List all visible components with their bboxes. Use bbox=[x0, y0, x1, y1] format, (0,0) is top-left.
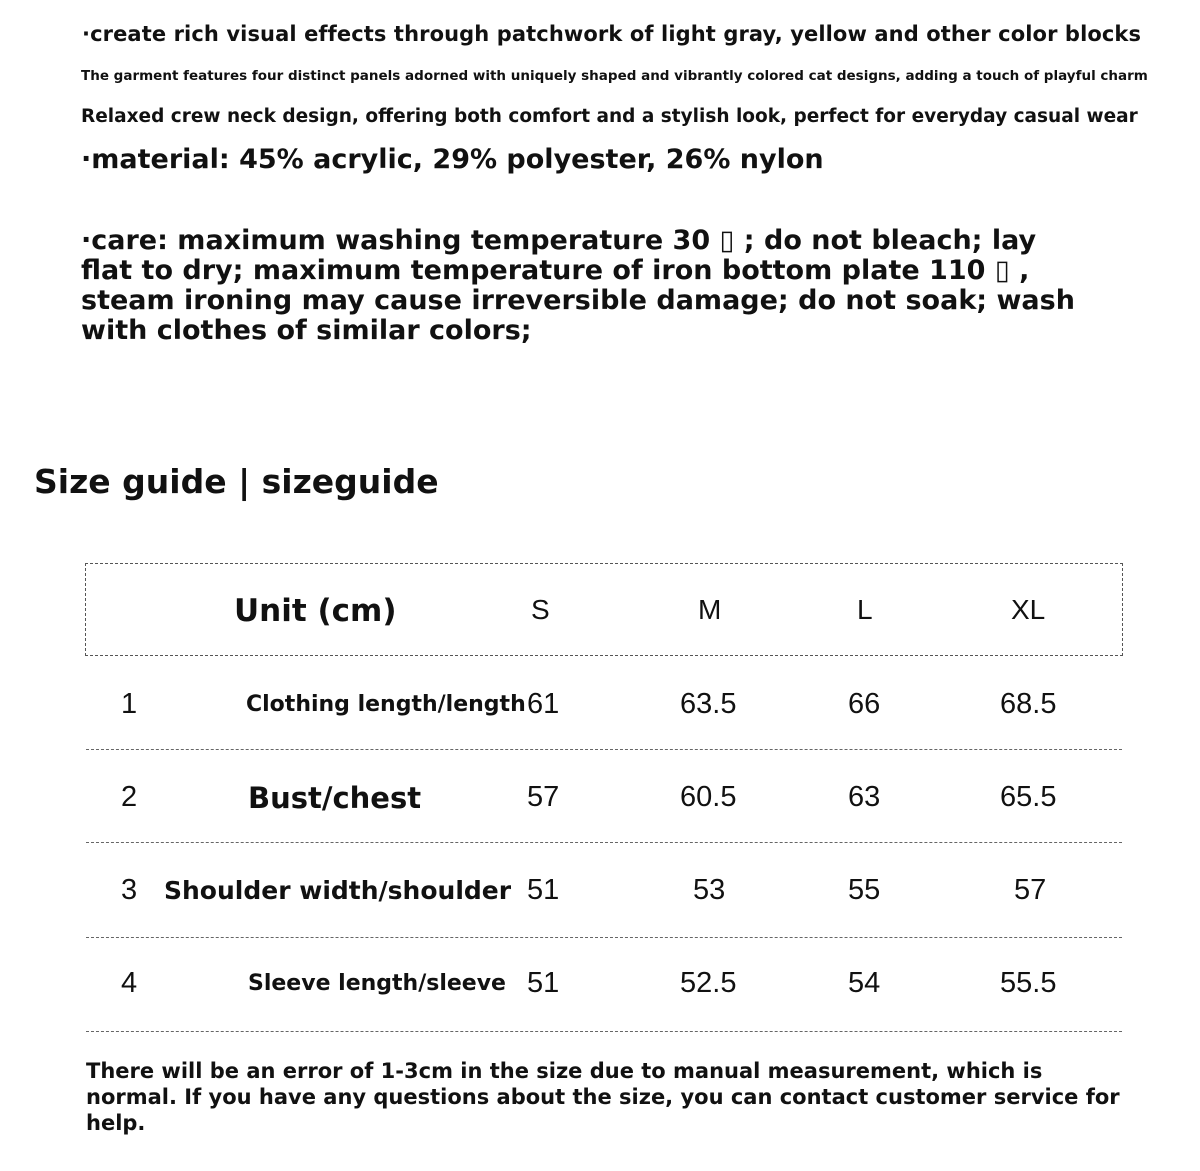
value-l: 54 bbox=[848, 967, 881, 999]
unit-header: Unit (cm) bbox=[234, 593, 397, 629]
feature-colorblock: ·create rich visual effects through patchwork of light gray, yellow and other color blocks bbox=[82, 22, 1142, 46]
feature-cat-panels: The garment features four distinct panels adorned with uniquely shaped and vibrantly colored cat designs, adding a touch of playful charm bbox=[81, 68, 1148, 84]
row-divider bbox=[86, 1031, 1122, 1032]
row-index: 3 bbox=[121, 874, 138, 906]
table-row bbox=[0, 781, 1200, 841]
value-xl: 68.5 bbox=[1000, 688, 1057, 720]
value-l: 63 bbox=[848, 781, 881, 813]
table-row bbox=[0, 688, 1200, 748]
table-row bbox=[0, 967, 1200, 1027]
size-header-m: M bbox=[698, 594, 722, 625]
value-l: 55 bbox=[848, 874, 881, 906]
value-m: 53 bbox=[693, 874, 726, 906]
row-label: Clothing length/length bbox=[246, 692, 526, 717]
value-m: 63.5 bbox=[680, 688, 737, 720]
size-header-xl: XL bbox=[1011, 594, 1046, 625]
row-index: 1 bbox=[121, 688, 138, 720]
table-row bbox=[0, 874, 1200, 934]
value-xl: 65.5 bbox=[1000, 781, 1057, 813]
size-header-s: S bbox=[531, 594, 550, 625]
value-m: 60.5 bbox=[680, 781, 737, 813]
row-divider bbox=[86, 842, 1122, 843]
value-s: 57 bbox=[527, 781, 560, 813]
row-label: Bust/chest bbox=[248, 781, 422, 815]
row-label: Sleeve length/sleeve bbox=[248, 971, 506, 996]
care-instructions: ·care: maximum washing temperature 30 ▯ ; do not bleach; lay flat to dry; maximum temperature of iron bottom plate 110 ▯ , steam ironing may cause irreversible damage; do not soak; wash with clothes of similar colors; bbox=[81, 225, 1075, 346]
row-index: 2 bbox=[121, 781, 138, 813]
value-m: 52.5 bbox=[680, 967, 737, 999]
feature-crew-neck: Relaxed crew neck design, offering both comfort and a stylish look, perfect for everyday casual wear bbox=[81, 106, 1138, 127]
value-s: 51 bbox=[527, 874, 560, 906]
row-label: Shoulder width/shoulder bbox=[164, 876, 512, 905]
row-divider bbox=[86, 937, 1122, 938]
value-s: 51 bbox=[527, 967, 560, 999]
size-header-l: L bbox=[857, 594, 873, 625]
value-l: 66 bbox=[848, 688, 881, 720]
row-divider bbox=[86, 749, 1122, 750]
value-xl: 57 bbox=[1014, 874, 1047, 906]
value-s: 61 bbox=[527, 688, 560, 720]
measurement-note: There will be an error of 1-3cm in the size due to manual measurement, which is normal. If you have any questions about the size, you can contact customer service for help. bbox=[86, 1059, 1120, 1135]
value-xl: 55.5 bbox=[1000, 967, 1057, 999]
row-index: 4 bbox=[121, 967, 138, 999]
size-guide-heading: Size guide | sizeguide bbox=[34, 462, 439, 501]
material-info: ·material: 45% acrylic, 29% polyester, 26% nylon bbox=[81, 144, 824, 175]
